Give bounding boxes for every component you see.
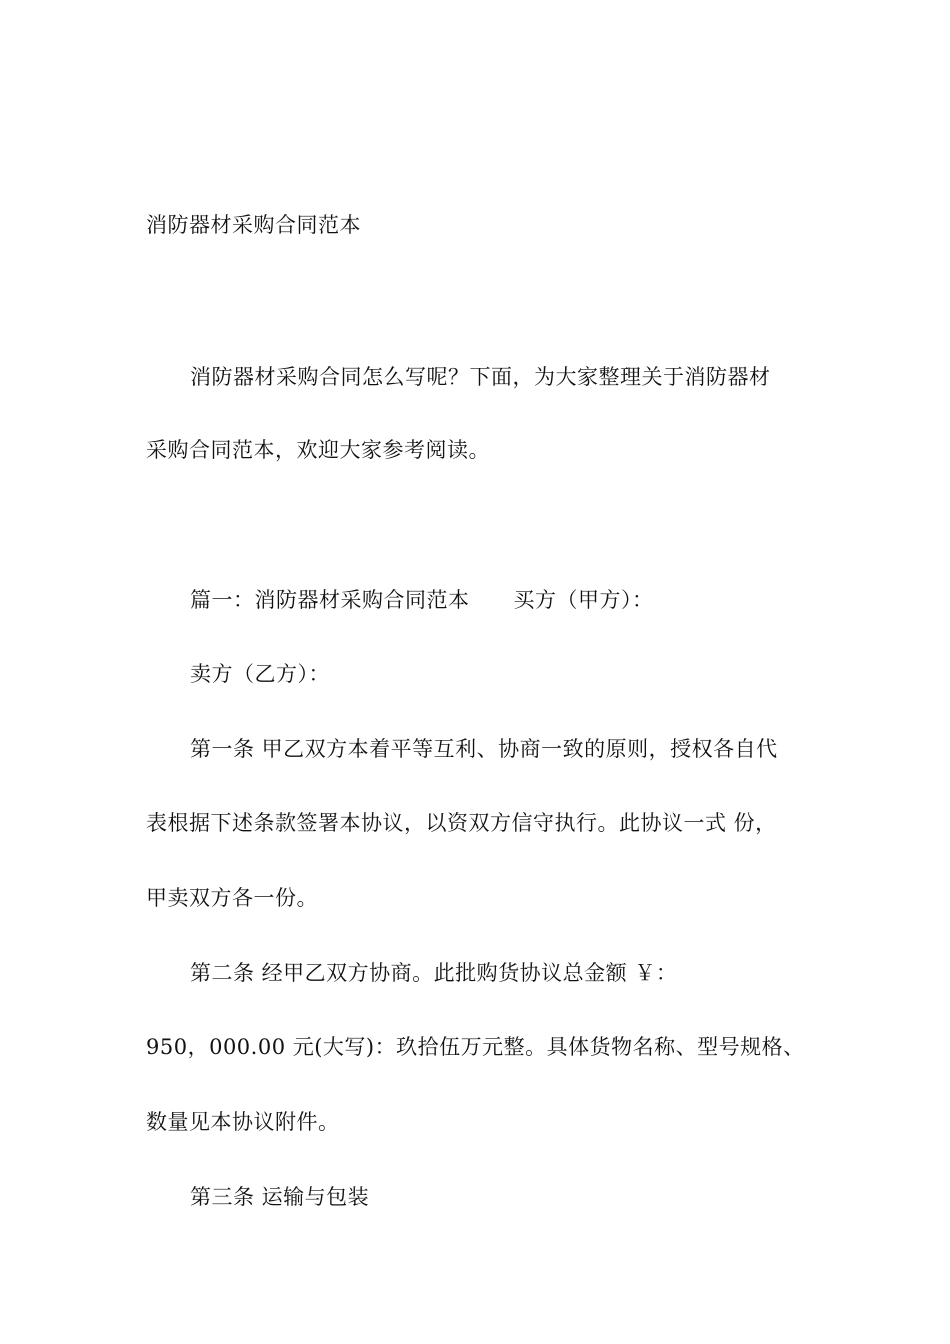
document-title: 消防器材采购合同范本 xyxy=(146,213,361,237)
seller-label: 卖方（乙方）： xyxy=(190,662,330,686)
article-2-line-2: 950，000.00 元(大写)：玖拾伍万元整。具体货物名称、型号规格、 xyxy=(146,1035,805,1059)
section-heading: 篇一：消防器材采购合同范本 xyxy=(190,588,470,612)
article-1-line-2: 表根据下述条款签署本协议，以资双方信守执行。此协议一式 份， xyxy=(146,811,777,835)
article-1-line-3: 甲卖双方各一份。 xyxy=(146,886,318,910)
intro-line-1: 消防器材采购合同怎么写呢？下面，为大家整理关于消防器材 xyxy=(190,365,771,389)
article-1-line-1: 第一条 甲乙双方本着平等互利、协商一致的原则，授权各自代 xyxy=(190,737,778,761)
article-2-line-1: 第二条 经甲乙双方协商。此批购货协议总金额 ￥： xyxy=(190,961,678,985)
article-3-heading: 第三条 运输与包装 xyxy=(190,1185,370,1209)
section-heading-row xyxy=(190,586,654,614)
buyer-label: 买方（甲方）： xyxy=(513,588,654,612)
article-2-line-3: 数量见本协议附件。 xyxy=(146,1110,340,1134)
intro-line-2: 采购合同范本，欢迎大家参考阅读。 xyxy=(146,438,490,462)
